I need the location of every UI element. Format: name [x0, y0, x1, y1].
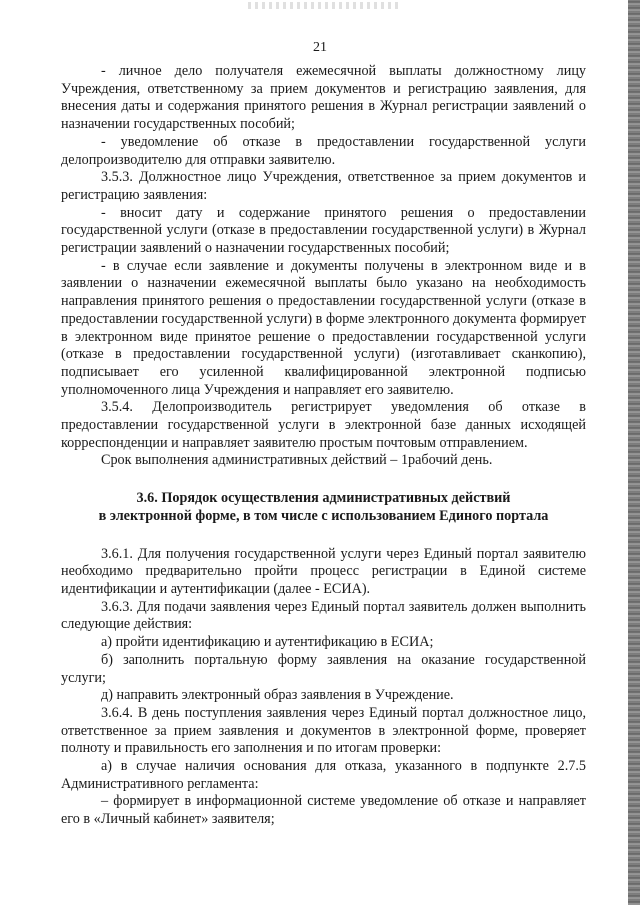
paragraph: 3.5.4. Делопроизводитель регистрирует уведомления об отказе в предоставлении государственной услуги в электронной базе данных исходящей корреспонденции и направляет заявителю простым почтовым отправлением. — [61, 399, 586, 451]
paragraph: а) в случае наличия основания для отказа, указанного в подпункте 2.7.5 Административного регламента: — [61, 758, 586, 792]
scan-edge — [628, 0, 640, 905]
paragraph: - вносит дату и содержание принятого решения о предоставлении государственной услуги (отказе в предоставлении государственной услуги) в Журнал регистрации заявлений о назначении государственных пособий; — [61, 204, 586, 257]
paragraph: - в случае если заявление и документы получены в электронном виде и в заявлении о назначении ежемесячной выплаты было указано на необходимость направления принятого решения о предоставлении государственной услуги (отказе в предоставлении государственной услуги) в форме электронного документа формирует в электронном виде принятое решение о предоставлении государственной услуги (отказе в предоставлении государственной услуги) (изготавливает сканкопию), подписывает его усиленной квалифицированной электронной подписью уполномоченного лица Учреждения и направляет его заявителю. — [61, 257, 586, 398]
paragraph: 3.6.3. Для подачи заявления через Единый портал заявитель должен выполнить следующие действия: — [61, 598, 586, 633]
paragraph: - уведомление об отказе в предоставлении государственной услуги делопроизводителю для отправки заявителю. — [61, 133, 586, 168]
section-heading-line: 3.6. Порядок осуществления административных действий — [136, 490, 511, 507]
paragraph: а) пройти идентификацию и аутентификацию в ЕСИА; — [101, 634, 434, 651]
paragraph: 3.6.4. В день поступления заявления через Единый портал должностное лицо, ответственное за прием заявления и документов в электронной форме, проверяет полноту и правильность его заполнения и по итогам проверки: — [61, 704, 586, 757]
paragraph: Срок выполнения административных действий – 1рабочий день. — [101, 452, 493, 469]
paragraph: - личное дело получателя ежемесячной выплаты должностному лицу Учреждения, ответственному за прием документов и регистрацию заявления, для внесения даты и содержания принятого решения в Журнал регистрации заявлений о назначении государственных пособий; — [61, 63, 586, 133]
page-number: 21 — [313, 40, 327, 55]
scan-smudge — [248, 2, 398, 9]
section-heading — [61, 490, 586, 525]
section-heading-line: в электронной форме, в том числе с использованием Единого портала — [98, 507, 549, 524]
document-body — [61, 63, 586, 829]
paragraph: б) заполнить портальную форму заявления на оказание государственной услуги; — [61, 651, 586, 686]
paragraph: – формирует в информационной системе уведомление об отказе и направляет его в «Личный кабинет» заявителя; — [61, 793, 586, 828]
paragraph: 3.5.3. Должностное лицо Учреждения, ответственное за прием документов и регистрацию заявления: — [61, 169, 586, 203]
paragraph: 3.6.1. Для получения государственной услуги через Единый портал заявителю необходимо предварительно пройти процесс регистрации в Единой системе идентификации и аутентификации (далее - ЕСИА). — [61, 545, 586, 597]
paragraph: д) направить электронный образ заявления в Учреждение. — [101, 687, 454, 704]
